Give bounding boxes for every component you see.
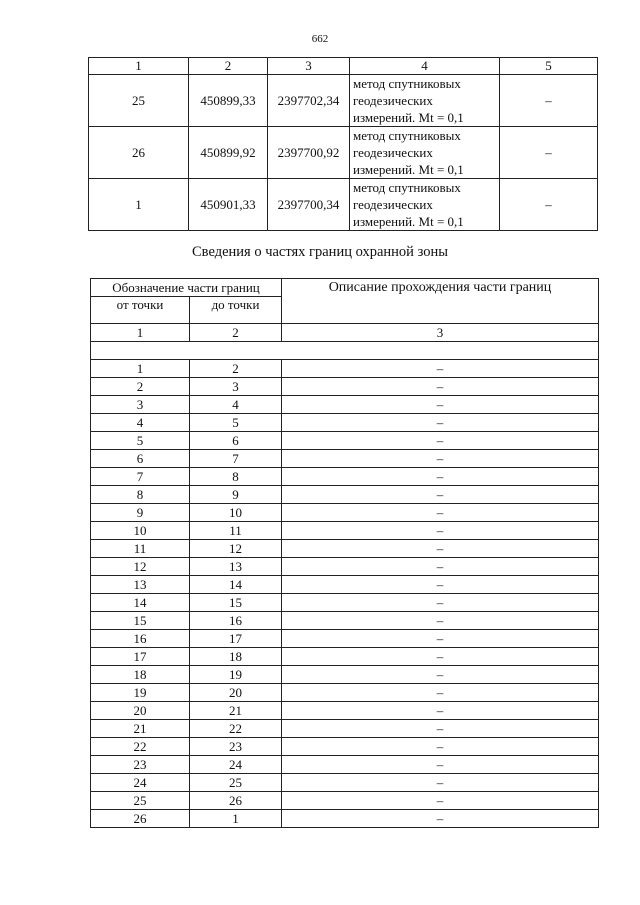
part-description: – bbox=[282, 666, 599, 684]
coordinates-header-row bbox=[89, 58, 598, 75]
table-row bbox=[91, 504, 599, 522]
table-row bbox=[91, 576, 599, 594]
x-coordinate: 450899,33 bbox=[189, 75, 268, 127]
table-row bbox=[91, 612, 599, 630]
column-header: 5 bbox=[500, 58, 598, 75]
part-description: – bbox=[282, 504, 599, 522]
to-point: 20 bbox=[190, 684, 282, 702]
part-description: – bbox=[282, 594, 599, 612]
method-line: измерений. Mt = 0,1 bbox=[353, 110, 464, 125]
from-point: 24 bbox=[91, 774, 190, 792]
from-point: 13 bbox=[91, 576, 190, 594]
to-point: 9 bbox=[190, 486, 282, 504]
table-row bbox=[91, 792, 599, 810]
column-header: 3 bbox=[268, 58, 350, 75]
coordinates-row bbox=[89, 127, 598, 179]
point-number: 25 bbox=[89, 75, 189, 127]
from-point: 7 bbox=[91, 468, 190, 486]
table-row bbox=[91, 774, 599, 792]
table-row bbox=[91, 666, 599, 684]
from-point: 10 bbox=[91, 522, 190, 540]
table-row bbox=[91, 720, 599, 738]
to-point: 24 bbox=[190, 756, 282, 774]
part-description: – bbox=[282, 378, 599, 396]
to-point: 16 bbox=[190, 612, 282, 630]
from-point: 25 bbox=[91, 792, 190, 810]
from-point: 16 bbox=[91, 630, 190, 648]
table-row bbox=[91, 558, 599, 576]
method-line: метод спутниковых bbox=[353, 76, 461, 91]
header-from-point: от точки bbox=[91, 297, 190, 324]
part-description: – bbox=[282, 486, 599, 504]
to-point: 21 bbox=[190, 702, 282, 720]
part-description: – bbox=[282, 360, 599, 378]
to-point: 23 bbox=[190, 738, 282, 756]
from-point: 8 bbox=[91, 486, 190, 504]
table-row bbox=[91, 540, 599, 558]
column-header: 2 bbox=[189, 58, 268, 75]
table-row bbox=[91, 522, 599, 540]
from-point: 19 bbox=[91, 684, 190, 702]
table-row bbox=[91, 810, 599, 828]
method-line: измерений. Mt = 0,1 bbox=[353, 214, 464, 229]
to-point: 8 bbox=[190, 468, 282, 486]
y-coordinate: 2397700,92 bbox=[268, 127, 350, 179]
column-number: 2 bbox=[190, 324, 282, 342]
header-row bbox=[91, 279, 599, 297]
column-number: 3 bbox=[282, 324, 599, 342]
method-line: измерений. Mt = 0,1 bbox=[353, 162, 464, 177]
table-row bbox=[91, 432, 599, 450]
method-line: геодезических bbox=[353, 93, 433, 108]
column-number: 1 bbox=[91, 324, 190, 342]
part-description: – bbox=[282, 720, 599, 738]
from-point: 21 bbox=[91, 720, 190, 738]
table-row bbox=[91, 702, 599, 720]
table-row bbox=[91, 378, 599, 396]
header-description: Описание прохождения части границ bbox=[282, 279, 599, 324]
method-description bbox=[350, 179, 500, 231]
to-point: 5 bbox=[190, 414, 282, 432]
to-point: 11 bbox=[190, 522, 282, 540]
from-point: 3 bbox=[91, 396, 190, 414]
part-description: – bbox=[282, 702, 599, 720]
from-point: 23 bbox=[91, 756, 190, 774]
y-coordinate: 2397702,34 bbox=[268, 75, 350, 127]
method-line: метод спутниковых bbox=[353, 128, 461, 143]
from-point: 11 bbox=[91, 540, 190, 558]
to-point: 7 bbox=[190, 450, 282, 468]
from-point: 2 bbox=[91, 378, 190, 396]
to-point: 18 bbox=[190, 648, 282, 666]
coordinates-table bbox=[88, 57, 598, 231]
to-point: 12 bbox=[190, 540, 282, 558]
part-description: – bbox=[282, 810, 599, 828]
part-description: – bbox=[282, 612, 599, 630]
table-row bbox=[91, 738, 599, 756]
from-point: 6 bbox=[91, 450, 190, 468]
table-row bbox=[91, 648, 599, 666]
part-description: – bbox=[282, 522, 599, 540]
to-point: 25 bbox=[190, 774, 282, 792]
empty-row bbox=[91, 342, 599, 360]
table-row bbox=[91, 630, 599, 648]
header-group: Обозначение части границ bbox=[91, 279, 282, 297]
part-description: – bbox=[282, 414, 599, 432]
part-description: – bbox=[282, 756, 599, 774]
note-cell: – bbox=[500, 75, 598, 127]
to-point: 2 bbox=[190, 360, 282, 378]
part-description: – bbox=[282, 684, 599, 702]
from-point: 22 bbox=[91, 738, 190, 756]
table-row bbox=[91, 486, 599, 504]
method-line: метод спутниковых bbox=[353, 180, 461, 195]
coordinates-row bbox=[89, 179, 598, 231]
to-point: 13 bbox=[190, 558, 282, 576]
from-point: 15 bbox=[91, 612, 190, 630]
part-description: – bbox=[282, 468, 599, 486]
to-point: 14 bbox=[190, 576, 282, 594]
to-point: 17 bbox=[190, 630, 282, 648]
part-description: – bbox=[282, 396, 599, 414]
part-description: – bbox=[282, 450, 599, 468]
method-description bbox=[350, 75, 500, 127]
x-coordinate: 450901,33 bbox=[189, 179, 268, 231]
header-to-point: до точки bbox=[190, 297, 282, 324]
x-coordinate: 450899,92 bbox=[189, 127, 268, 179]
to-point: 10 bbox=[190, 504, 282, 522]
table-row bbox=[91, 360, 599, 378]
y-coordinate: 2397700,34 bbox=[268, 179, 350, 231]
point-number: 1 bbox=[89, 179, 189, 231]
part-description: – bbox=[282, 432, 599, 450]
column-header: 4 bbox=[350, 58, 500, 75]
from-point: 14 bbox=[91, 594, 190, 612]
to-point: 19 bbox=[190, 666, 282, 684]
part-description: – bbox=[282, 540, 599, 558]
to-point: 3 bbox=[190, 378, 282, 396]
from-point: 5 bbox=[91, 432, 190, 450]
table-row bbox=[91, 414, 599, 432]
from-point: 17 bbox=[91, 648, 190, 666]
method-line: геодезических bbox=[353, 197, 433, 212]
from-point: 26 bbox=[91, 810, 190, 828]
note-cell: – bbox=[500, 127, 598, 179]
part-description: – bbox=[282, 648, 599, 666]
from-point: 9 bbox=[91, 504, 190, 522]
empty-cell bbox=[91, 342, 599, 360]
column-header: 1 bbox=[89, 58, 189, 75]
boundary-parts-table bbox=[90, 278, 599, 828]
table-row bbox=[91, 756, 599, 774]
coordinates-row bbox=[89, 75, 598, 127]
part-description: – bbox=[282, 738, 599, 756]
table-row bbox=[91, 450, 599, 468]
method-line: геодезических bbox=[353, 145, 433, 160]
from-point: 20 bbox=[91, 702, 190, 720]
point-number: 26 bbox=[89, 127, 189, 179]
to-point: 4 bbox=[190, 396, 282, 414]
to-point: 22 bbox=[190, 720, 282, 738]
part-description: – bbox=[282, 576, 599, 594]
part-description: – bbox=[282, 630, 599, 648]
table-row bbox=[91, 594, 599, 612]
page-number: 662 bbox=[311, 33, 329, 45]
from-point: 4 bbox=[91, 414, 190, 432]
method-description bbox=[350, 127, 500, 179]
to-point: 1 bbox=[190, 810, 282, 828]
table-row bbox=[91, 468, 599, 486]
section-title: Сведения о частях границ охранной зоны bbox=[192, 244, 448, 260]
table-row bbox=[91, 396, 599, 414]
to-point: 26 bbox=[190, 792, 282, 810]
from-point: 1 bbox=[91, 360, 190, 378]
part-description: – bbox=[282, 792, 599, 810]
from-point: 18 bbox=[91, 666, 190, 684]
from-point: 12 bbox=[91, 558, 190, 576]
to-point: 15 bbox=[190, 594, 282, 612]
note-cell: – bbox=[500, 179, 598, 231]
table-row bbox=[91, 684, 599, 702]
column-numbers-row bbox=[91, 324, 599, 342]
part-description: – bbox=[282, 558, 599, 576]
part-description: – bbox=[282, 774, 599, 792]
to-point: 6 bbox=[190, 432, 282, 450]
